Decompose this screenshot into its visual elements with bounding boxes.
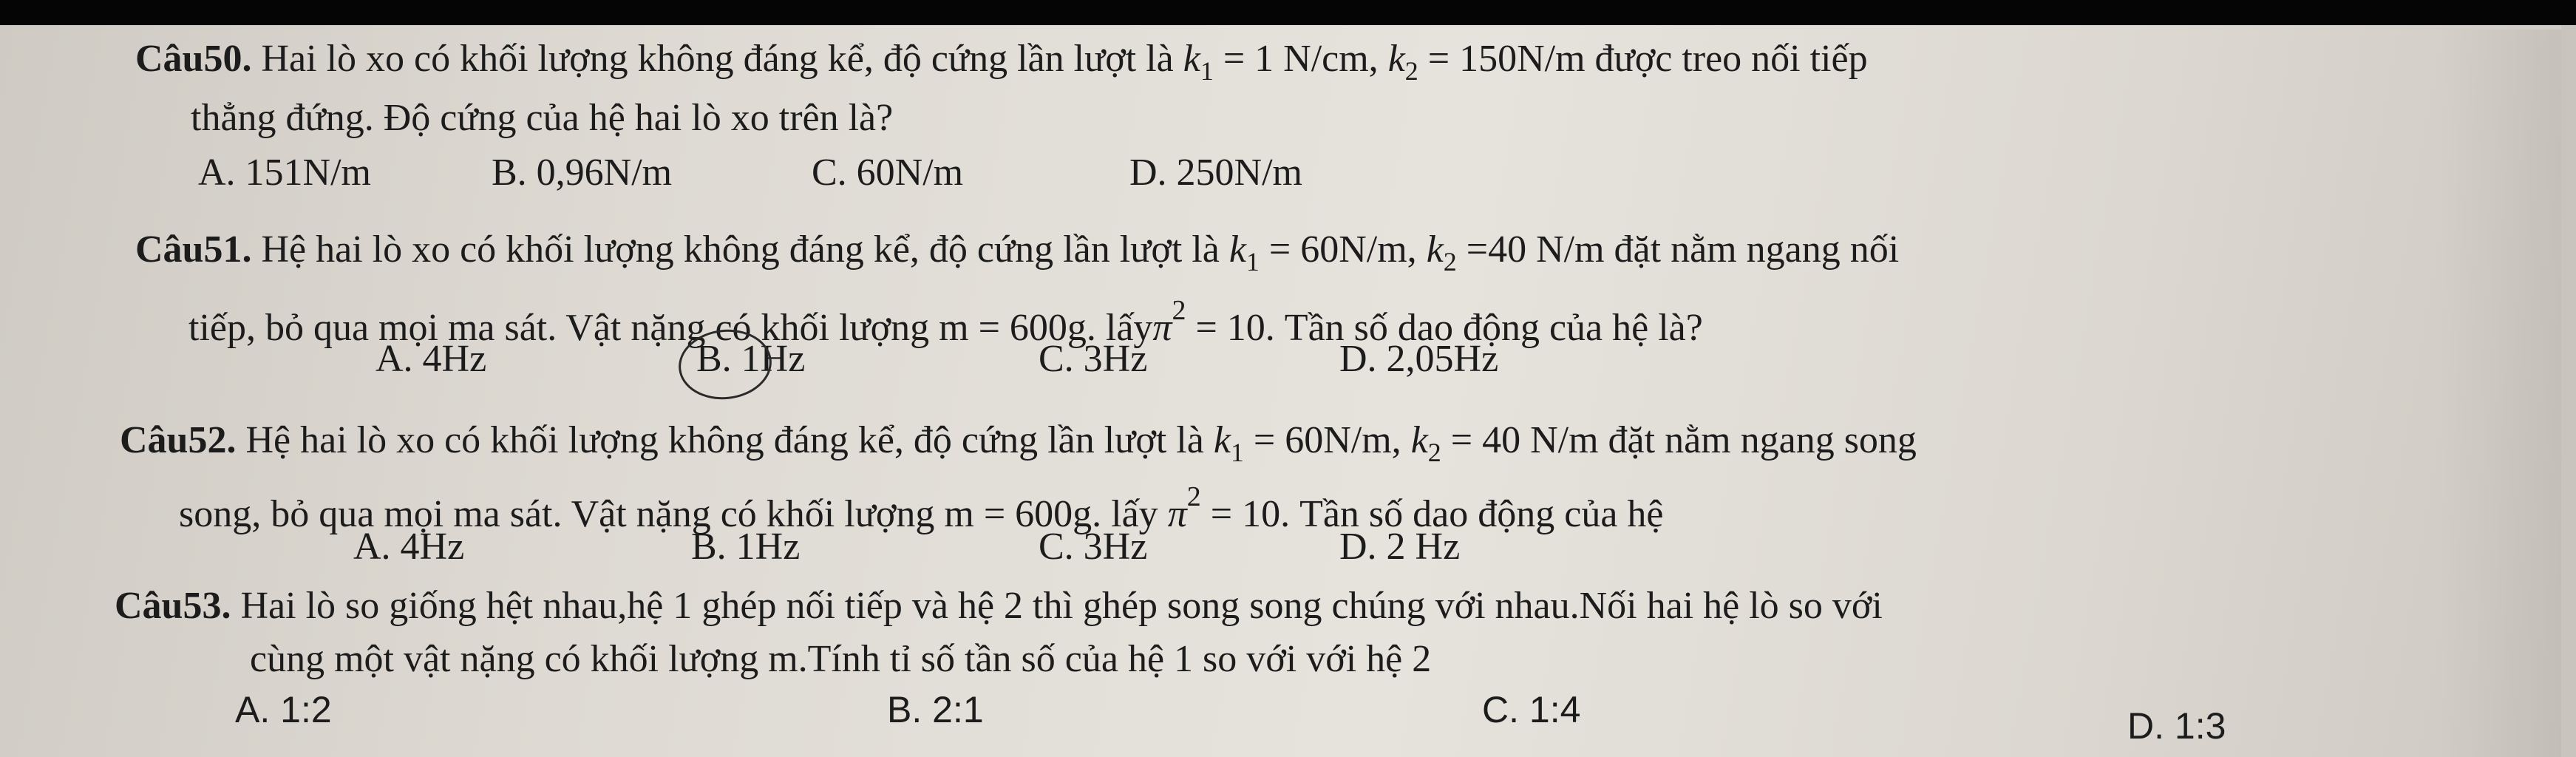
k1-subscript: 1 [1200, 56, 1214, 86]
q50-option-a: A. 151N/m [198, 152, 371, 194]
q52-option-a: A. 4Hz [353, 526, 465, 568]
question-50-line-2: thẳng đứng. Độ cứng của hệ hai lò xo trên là? [191, 97, 894, 139]
question-52-line-1 [120, 418, 1917, 475]
q52-option-d: D. 2 Hz [1339, 526, 1461, 568]
q52-option-b: B. 1Hz [691, 526, 801, 568]
page-shadow [2439, 30, 2576, 757]
top-dark-edge [0, 0, 2576, 25]
k1-subscript: 1 [1230, 438, 1244, 467]
q50-option-b: B. 0,96N/m [492, 152, 673, 194]
question-53-line-1 [115, 584, 1883, 628]
question-53-label: Câu53. [115, 585, 231, 627]
q51-option-a: A. 4Hz [375, 338, 487, 380]
question-51-text-2b: = 10. Tần số dao động của hệ là? [1186, 307, 1703, 349]
k1-value: = 60N/m, [1259, 228, 1427, 271]
k2-symbol: k [1387, 38, 1405, 80]
k1-symbol: k [1183, 38, 1200, 80]
k1-symbol: k [1213, 419, 1231, 461]
question-53-text-1: Hai lò so giống hệt nhau,hệ 1 ghép nối tiếp và hệ 2 thì ghép song song chúng với nhau.Nối hai hệ lò so với [231, 585, 1883, 627]
k2-symbol: k [1410, 419, 1428, 461]
question-52-text-2a: song, bỏ qua mọi ma sát. Vật nặng có khối lượng m = 600g. lấy [179, 493, 1168, 535]
k2-value: =40 N/m đặt nằm ngang nối [1456, 228, 1900, 271]
question-53-line-2: cùng một vật nặng có khối lượng m.Tính tỉ số tần số của hệ 1 so với với hệ 2 [250, 638, 1432, 680]
k1-value: = 60N/m, [1243, 419, 1411, 461]
question-52-text-1: Hệ hai lò xo có khối lượng không đáng kể, độ cứng lần lượt là [236, 419, 1214, 461]
q51-option-c: C. 3Hz [1039, 338, 1148, 380]
question-51-text-2a: tiếp, bỏ qua mọi ma sát. Vật nặng có khối lượng m = 600g. lấy [188, 307, 1153, 349]
q53-option-c: C. 1:4 [1482, 689, 1581, 730]
q53-option-b: B. 2:1 [887, 689, 984, 730]
q51-option-b: B. 1Hz [696, 338, 806, 380]
k2-subscript: 2 [1427, 438, 1441, 467]
q53-option-d: D. 1:3 [2127, 705, 2226, 747]
q50-option-d: D. 250N/m [1129, 152, 1302, 194]
q51-option-d: D. 2,05Hz [1339, 338, 1499, 380]
question-50-label: Câu50. [135, 38, 252, 80]
question-52-text-2b: = 10. Tần số dao động của hệ [1200, 493, 1664, 535]
question-51-label: Câu51. [135, 228, 252, 271]
pi-symbol: π [1167, 493, 1187, 535]
pi-exponent: 2 [1186, 481, 1201, 512]
k2-symbol: k [1426, 228, 1444, 271]
k2-subscript: 2 [1404, 56, 1418, 86]
k1-value: = 1 N/cm, [1213, 38, 1388, 80]
k2-value: = 150N/m được treo nối tiếp [1418, 38, 1868, 80]
question-52-label: Câu52. [120, 419, 237, 461]
question-50-line-1 [135, 37, 1868, 93]
question-50-text-1: Hai lò xo có khối lượng không đáng kể, độ cứng lần lượt là [251, 38, 1183, 80]
pi-symbol: π [1152, 307, 1172, 349]
q50-option-c: C. 60N/m [812, 152, 964, 194]
q53-option-a: A. 1:2 [235, 689, 332, 730]
page-edge-strip [2561, 25, 2576, 757]
question-51-text-1: Hệ hai lò xo có khối lượng không đáng kể, độ cứng lần lượt là [251, 228, 1229, 271]
k1-subscript: 1 [1245, 247, 1260, 276]
k2-value: = 40 N/m đặt nằm ngang song [1441, 419, 1917, 461]
q52-option-c: C. 3Hz [1039, 526, 1148, 568]
k1-symbol: k [1228, 228, 1246, 271]
pi-exponent: 2 [1172, 295, 1186, 326]
question-51-line-1 [135, 228, 1899, 284]
k2-subscript: 2 [1443, 247, 1457, 276]
